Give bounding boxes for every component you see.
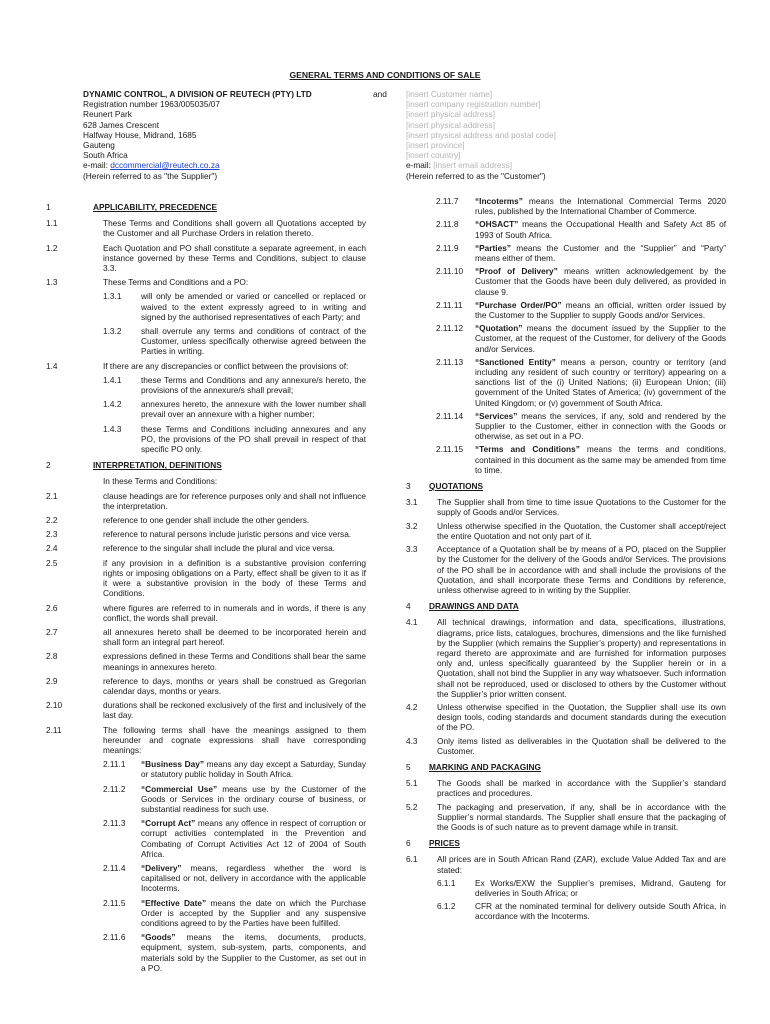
defined-term: “Purchase Order/PO”	[475, 299, 562, 310]
clause-text: clause headings are for reference purposes only and shall not influence the interpretation.	[103, 490, 366, 511]
clause-row	[46, 558, 366, 599]
clause-row	[46, 218, 366, 238]
definition-row	[46, 784, 366, 815]
clause-number: 6.1.1	[437, 877, 456, 888]
clause-text: All technical drawings, information and data, specifications, illustrations, diagrams, price lists, catalogues, brochures, dimensions and the like furnished by the Supplier (which remains the Supplier’s property) and representations in regard thereto are approximate and are furnished for information purposes only and, unless specifically guaranteed by the Supplier herein or in a Quotation, shall not bind the Supplier in any way whatsoever. Such information shall not be reproduced, used or disclosed to others by the Customer without the Supplier’s prior written consent.	[437, 617, 726, 699]
definition-row	[406, 196, 726, 216]
supplier-line: South Africa	[83, 150, 128, 161]
definition-text: means written acknowledgement by the Customer that the Goods have been duly delivered, as provided in clause 9.	[475, 266, 726, 297]
defined-term: “Proof of Delivery”	[475, 266, 558, 277]
clause-number: 6	[406, 838, 411, 849]
customer-email-placeholder: [insert email address]	[433, 160, 513, 171]
customer-block	[406, 89, 696, 181]
clause-number: 2.11.7	[436, 196, 459, 206]
clause-text: reference to days, months or years shall be construed as Gregorian calendar days, months or years.	[103, 675, 366, 696]
clause-row	[406, 802, 726, 833]
customer-placeholder: [insert physical address]	[406, 119, 496, 130]
clause-text	[141, 818, 366, 859]
clause-text: shall overrule any terms and conditions of contract of the Customer, unless specifically otherwise agreed between the Parties in writing.	[141, 326, 366, 357]
clause-number: 2.2	[46, 515, 58, 526]
clause-text	[141, 932, 366, 973]
clause-number: 2.11.11	[436, 299, 463, 310]
clause-row	[406, 521, 726, 541]
clause-row	[46, 725, 366, 756]
definition-row	[406, 444, 726, 475]
clause-number: 2.10	[46, 700, 63, 711]
clause-row	[46, 529, 366, 539]
section-heading: PRICES	[429, 838, 460, 849]
clause-text: The Goods shall be marked in accordance with the Supplier’s standard practices and procedures.	[437, 778, 726, 799]
clause-row	[406, 617, 726, 699]
clause-text: these Terms and Conditions and any annexure/s hereto, the provisions of the annexure/s shall prevail;	[141, 374, 366, 396]
clause-text: will only be amended or varied or cancelled or replaced or waived to the extent expressly agreed to in writing and signed by the authorised representatives of each Party; and	[141, 291, 366, 322]
clause-number: 1.3.1	[103, 291, 122, 302]
clause-row	[46, 627, 366, 647]
clause-number: 6.1.2	[437, 901, 456, 912]
clause-text: All prices are in South African Rand (ZAR), exclude Value Added Tax and are stated:	[437, 854, 726, 875]
clause-number: 2.11.2	[103, 783, 126, 794]
clause-number: 4.2	[406, 701, 418, 712]
clause-row	[406, 778, 726, 798]
clause-text: all annexures hereto shall be deemed to be incorporated herein and shall form an integral part hereof.	[103, 626, 366, 648]
clause-row	[46, 603, 366, 623]
clause-number: 2.11.4	[103, 862, 126, 873]
definition-text: means the International Commercial Terms 2020 rules, published by the International Chamber of Commerce.	[475, 196, 726, 217]
clause-number: 1.3	[46, 277, 58, 288]
left-column	[46, 196, 366, 977]
clause-text: In these Terms and Conditions:	[103, 476, 218, 487]
clause-text	[475, 300, 726, 320]
clause-text: reference to natural persons include juristic persons and vice versa.	[103, 529, 352, 540]
definition-text: means, regardless whether the word is capitalised or not, delivery in accordance with the applicable Incoterms.	[141, 862, 366, 894]
clause-text	[475, 266, 726, 297]
defined-term: “Delivery”	[141, 862, 182, 873]
section-heading: MARKING AND PACKAGING	[429, 761, 542, 772]
clause-number: 5.1	[406, 778, 418, 789]
section-heading-row	[46, 460, 366, 470]
and-word: and	[373, 89, 387, 99]
clause-row	[46, 277, 366, 287]
definition-text: means the items, documents, products, equipment, system, sub-system, parts, components, and materials sold by the Supplier to the Customer, as set out in a PO.	[141, 932, 366, 973]
definition-row	[406, 411, 726, 442]
clause-row	[46, 399, 366, 419]
customer-placeholder: [insert physical address and postal code]	[406, 129, 556, 140]
clause-number: 5	[406, 761, 411, 772]
clause-text: The packaging and preservation, if any, shall be in accordance with the Supplier’s normal standards. The Supplier shall ensure that the packaging of the Goods is of such nature as to prevent damage while in transit.	[437, 801, 726, 832]
clause-number: 2.11.1	[103, 759, 126, 770]
section-heading-row	[406, 838, 726, 848]
clause-text	[475, 444, 726, 475]
clause-number: 3.2	[406, 520, 418, 531]
supplier-line: Halfway House, Midrand, 1685	[83, 129, 197, 140]
clause-number: 3.3	[406, 544, 418, 555]
customer-placeholder: [insert Customer name]	[406, 89, 493, 99]
clause-number: 1	[46, 202, 51, 212]
clause-text	[141, 784, 366, 815]
section-heading-row	[406, 762, 726, 772]
clause-text: These Terms and Conditions shall govern all Quotations accepted by the Customer and all Purchase Orders in relation thereto.	[103, 218, 366, 239]
clause-text: expressions defined in these Terms and Conditions shall bear the same meanings in annexures hereto.	[103, 651, 366, 672]
section-heading: APPLICABILITY, PRECEDENCE	[93, 202, 218, 212]
clause-number: 4.3	[406, 735, 418, 746]
clause-number: 2	[46, 460, 51, 471]
clause-text: If there are any discrepancies or conflict between the provisions of:	[103, 360, 349, 371]
supplier-referred: (Herein referred to as "the Supplier")	[83, 170, 218, 181]
clause-text: durations shall be reckoned exclusively of the first and inclusively of the last day.	[103, 700, 366, 721]
supplier-name: DYNAMIC CONTROL, A DIVISION OF REUTECH (PTY) LTD	[83, 89, 312, 99]
clause-text: annexures hereto, the annexure with the lower number shall prevail over an annexure with a higher number;	[141, 399, 366, 420]
clause-row	[46, 491, 366, 511]
clause-number: 2.11.9	[436, 242, 459, 253]
clause-text	[475, 196, 726, 216]
clause-number: 4	[406, 601, 411, 612]
section-heading-row	[406, 481, 726, 491]
clause-text: if any provision in a definition is a substantive provision conferring rights or imposing obligations on a Party, effect shall be given to it as if it were a substantive provision in the body of these Terms and Conditions.	[103, 557, 366, 599]
clause-text	[475, 219, 726, 239]
supplier-line: 628 James Crescent	[83, 119, 160, 130]
clause-number: 1.1	[46, 218, 58, 229]
clause-row	[46, 243, 366, 274]
defined-term: “Incoterms”	[475, 196, 523, 206]
definition-row	[406, 243, 726, 263]
section-heading-row	[406, 601, 726, 611]
definition-text: means any offence in respect of corruption or corrupt activities contemplated in the Prevention and Combating of Corrupt Activities Act 12 of 2004 of South Africa.	[141, 818, 366, 859]
clause-text	[141, 759, 366, 779]
clause-row	[406, 544, 726, 595]
clause-number: 3	[406, 481, 411, 492]
clause-number: 2.11.8	[436, 219, 459, 230]
clause-text: These Terms and Conditions and a PO:	[103, 277, 249, 288]
clause-row	[46, 361, 366, 371]
definition-row	[406, 219, 726, 239]
clause-row	[46, 515, 366, 525]
clause-text: The following terms shall have the meanings assigned to them hereunder and cognate expressions shall have corresponding meanings:	[103, 724, 366, 755]
clause-row	[46, 291, 366, 322]
clause-number: 2.4	[46, 543, 58, 554]
section-heading: QUOTATIONS	[429, 481, 484, 492]
supplier-block	[83, 89, 373, 181]
clause-number: 1.3.2	[103, 326, 122, 337]
section-heading: DRAWINGS AND DATA	[429, 601, 519, 612]
clause-number: 4.1	[406, 617, 418, 628]
customer-placeholder: [insert province]	[406, 140, 465, 151]
clause-number: 2.6	[46, 602, 58, 613]
supplier-email-label: e-mail:	[83, 160, 111, 171]
defined-term: “Sanctioned Entity”	[475, 356, 556, 367]
defined-term: “Effective Date”	[141, 897, 207, 908]
clause-row	[46, 676, 366, 696]
definition-row	[46, 898, 366, 929]
clause-text: where figures are referred to in numerals and in words, if there is any conflict, the words shall prevail.	[103, 602, 366, 623]
clause-number: 3.1	[406, 497, 418, 508]
definition-text: means the Occupational Health and Safety Act 85 of 1993 of South Africa.	[475, 219, 726, 240]
supplier-line: Gauteng	[83, 140, 115, 151]
defined-term: “Corrupt Act”	[141, 818, 196, 829]
definition-text: means the Customer and the “Supplier” and “Party” means either of them.	[475, 242, 726, 264]
definition-text: means an official, written order issued by the Customer to the Supplier to supply Goods and/or Services.	[475, 299, 726, 321]
definition-text: means the date on which the Purchase Order is accepted by the Supplier and any suspensive conditions agreed to by the Parties have been fulfilled.	[141, 897, 367, 928]
definition-row	[46, 818, 366, 859]
clause-number: 2.11.15	[436, 444, 464, 455]
definition-row	[406, 300, 726, 320]
clause-number: 1.2	[46, 242, 58, 253]
clause-row	[46, 700, 366, 720]
clause-text: Only items listed as deliverables in the Quotation shall be delivered to the Customer.	[437, 735, 726, 756]
clause-text: Each Quotation and PO shall constitute a separate agreement, in each instance governed by these Terms and Conditions, subject to clause 3.3.	[103, 242, 366, 274]
clause-text: Unless otherwise specified in the Quotation, the Customer shall accept/reject the entire Quotation and not only part of it.	[437, 520, 726, 541]
definition-text: means a person, country or territory (and including any resident of such country or territory) appearing on a sanctions list of the (i) United Nations; (ii) European Union; (iii) government of the United States of America; (iv) government of the United Kingdom; or (v) government of South Africa.	[475, 356, 726, 408]
clause-number: 2.3	[46, 529, 58, 540]
definition-text: means the services, if any, sold and rendered by the Supplier to the Customer, either in connection with the Goods or otherwise, as set out in a PO.	[475, 410, 726, 442]
supplier-email-line	[83, 160, 373, 170]
definition-text: means any day except a Saturday, Sunday or statutory public holiday in South Africa.	[141, 759, 366, 780]
definition-row	[46, 863, 366, 894]
defined-term: “Quotation”	[475, 323, 523, 334]
clause-number: 2.11	[46, 724, 62, 735]
definition-row	[46, 759, 366, 779]
clause-text: reference to the singular shall include the plural and vice versa.	[103, 543, 335, 554]
clause-row	[46, 424, 366, 455]
clause-number: 2.11.6	[103, 932, 126, 943]
clause-text	[475, 357, 726, 408]
supplier-line: Reunert Park	[83, 109, 132, 120]
definition-row	[406, 357, 726, 408]
clause-text	[141, 863, 366, 894]
clause-text: Acceptance of a Quotation shall be by means of a PO, placed on the Supplier by the Customer for the delivery of the Goods and/or Services. The provisions of the PO shall be in accordance with and shall include the provisions of the Quotation, and shall incorporate these Terms and Conditions by reference, unless otherwise agreed to in writing by the Supplier.	[437, 544, 726, 595]
clause-number: 2.11.12	[436, 323, 464, 334]
clause-row	[46, 651, 366, 671]
customer-placeholder: [insert country]	[406, 150, 461, 161]
clause-number: 2.11.14	[436, 410, 464, 421]
clause-row	[406, 497, 726, 517]
supplier-email-link[interactable]: dccommercial@reutech.co.za	[110, 160, 220, 171]
clause-number: 2.11.10	[436, 266, 464, 277]
clause-number: 1.4.3	[103, 423, 122, 434]
clause-row	[406, 736, 726, 756]
clause-row	[46, 543, 366, 553]
section-heading: INTERPRETATION, DEFINITIONS	[93, 460, 222, 471]
defined-term: “Terms and Conditions”	[475, 444, 580, 455]
definition-row	[46, 932, 366, 973]
defined-term: “Goods”	[141, 932, 176, 943]
clause-number: 1.4	[46, 360, 58, 371]
clause-text	[475, 323, 726, 354]
right-column	[406, 196, 726, 925]
clause-number: 2.8	[46, 651, 58, 662]
clause-number: 5.2	[406, 801, 418, 812]
defined-term: “Parties”	[475, 242, 511, 253]
clause-number: 2.11.5	[103, 897, 126, 908]
defined-term: “OHSACT”	[475, 219, 519, 230]
clause-number: 6.1	[406, 854, 418, 865]
clause-row	[46, 375, 366, 395]
clause-number: 1.4.1	[103, 374, 122, 385]
clause-text: Ex Works/EXW the Supplier’s premises, Midrand, Gauteng for deliveries in South Africa; or	[475, 877, 726, 898]
clause-number: 2.7	[46, 626, 58, 637]
clause-text	[475, 243, 726, 263]
customer-placeholder: [insert company registration number]	[406, 99, 541, 110]
definition-row	[406, 323, 726, 354]
section-heading-row	[46, 202, 366, 212]
clause-text	[141, 898, 366, 929]
definition-text: means the terms and conditions, contained in this document as the same may be amended from time to time.	[475, 444, 726, 475]
clause-text: reference to one gender shall include the other genders.	[103, 515, 310, 526]
clause-row	[406, 702, 726, 733]
clause-row	[406, 878, 726, 898]
clause-text: The Supplier shall from time to time issue Quotations to the Customer for the supply of Goods and/or Services.	[437, 497, 726, 518]
clause-row	[406, 901, 726, 921]
clause-number: 2.9	[46, 675, 58, 686]
clause-number: 2.11.13	[436, 356, 464, 367]
customer-email-line	[406, 160, 696, 170]
clause-number: 1.4.2	[103, 399, 122, 410]
clause-number: 2.11.3	[103, 818, 126, 829]
definition-text: means use by the Customer of the Goods or Services in the ordinary course of business, or substantial readiness for such use.	[141, 783, 366, 814]
clause-text: Unless otherwise specified in the Quotation, the Supplier shall use its own design tools, coding standards and document standards during the execution of the PO.	[437, 701, 726, 733]
clause-row	[46, 476, 366, 486]
document-title: GENERAL TERMS AND CONDITIONS OF SALE	[289, 70, 481, 80]
definition-row	[406, 266, 726, 297]
defined-term: “Business Day”	[141, 759, 205, 770]
defined-term: “Services”	[475, 410, 518, 421]
clause-text: CFR at the nominated terminal for delivery outside South Africa, in accordance with the Incoterms.	[475, 901, 726, 922]
clause-row	[46, 326, 366, 357]
clause-row	[406, 854, 726, 874]
clause-number: 2.1	[46, 490, 58, 501]
definition-text: means the document issued by the Supplier to the Customer, at the request of the Customer, for delivery of the Goods and/or Services.	[475, 323, 726, 354]
defined-term: “Commercial Use”	[141, 783, 218, 794]
customer-email-label: e-mail:	[406, 160, 434, 171]
supplier-line: Registration number 1963/005035/07	[83, 99, 220, 110]
customer-referred: (Herein referred to as the "Customer")	[406, 170, 546, 181]
clause-text: these Terms and Conditions including annexures and any PO, the provisions of the PO shall prevail in respect of that specific PO only.	[141, 423, 366, 455]
clause-number: 2.5	[46, 557, 58, 568]
customer-placeholder: [insert physical address]	[406, 109, 496, 120]
clause-text	[475, 411, 726, 442]
